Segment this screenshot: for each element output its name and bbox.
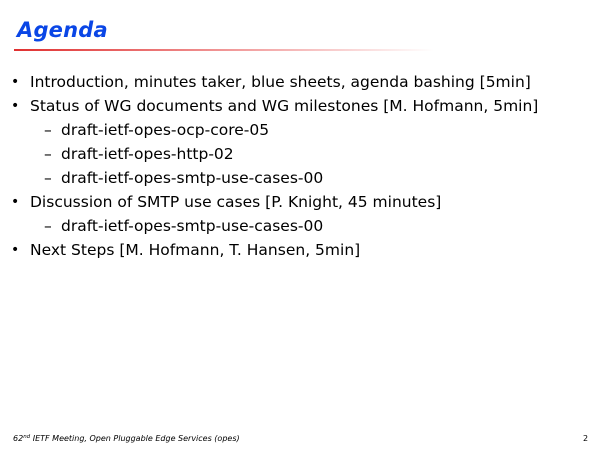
agenda-subitem-text: draft-ietf-opes-smtp-use-cases-00: [61, 169, 324, 187]
agenda-item: [11, 238, 591, 262]
agenda-subitem: [11, 166, 591, 190]
footer-meeting-suffix: nd: [23, 434, 31, 440]
slide-footer: [13, 434, 240, 443]
agenda-item: [11, 94, 591, 118]
slide-title: Agenda: [17, 18, 108, 42]
agenda-subitem-text: draft-ietf-opes-ocp-core-05: [61, 121, 270, 139]
agenda-item-text: Discussion of SMTP use cases [P. Knight, 45 minutes]: [30, 193, 442, 211]
bullet-icon: •: [11, 98, 20, 114]
agenda-subitem: [11, 118, 591, 142]
agenda-subitem: [11, 214, 591, 238]
agenda-item: [11, 190, 591, 214]
dash-icon: –: [44, 169, 52, 187]
title-underline: [14, 49, 434, 51]
bullet-icon: •: [11, 194, 20, 210]
page-number: 2: [583, 434, 589, 443]
agenda-list: [11, 70, 591, 262]
dash-icon: –: [44, 217, 52, 235]
agenda-subitem-text: draft-ietf-opes-http-02: [61, 145, 234, 163]
footer-meeting-text: IETF Meeting, Open Pluggable Edge Services (opes): [30, 434, 240, 443]
agenda-subitem: [11, 142, 591, 166]
agenda-item-text: Next Steps [M. Hofmann, T. Hansen, 5min]: [30, 241, 361, 259]
dash-icon: –: [44, 145, 52, 163]
agenda-item: [11, 70, 591, 94]
bullet-icon: •: [11, 242, 20, 258]
dash-icon: –: [44, 121, 52, 139]
agenda-subitem-text: draft-ietf-opes-smtp-use-cases-00: [61, 217, 324, 235]
agenda-item-text: Introduction, minutes taker, blue sheets, agenda bashing [5min]: [30, 73, 531, 91]
footer-meeting-number: 62: [13, 434, 24, 443]
bullet-icon: •: [11, 74, 20, 90]
agenda-item-text: Status of WG documents and WG milestones [M. Hofmann, 5min]: [30, 97, 539, 115]
